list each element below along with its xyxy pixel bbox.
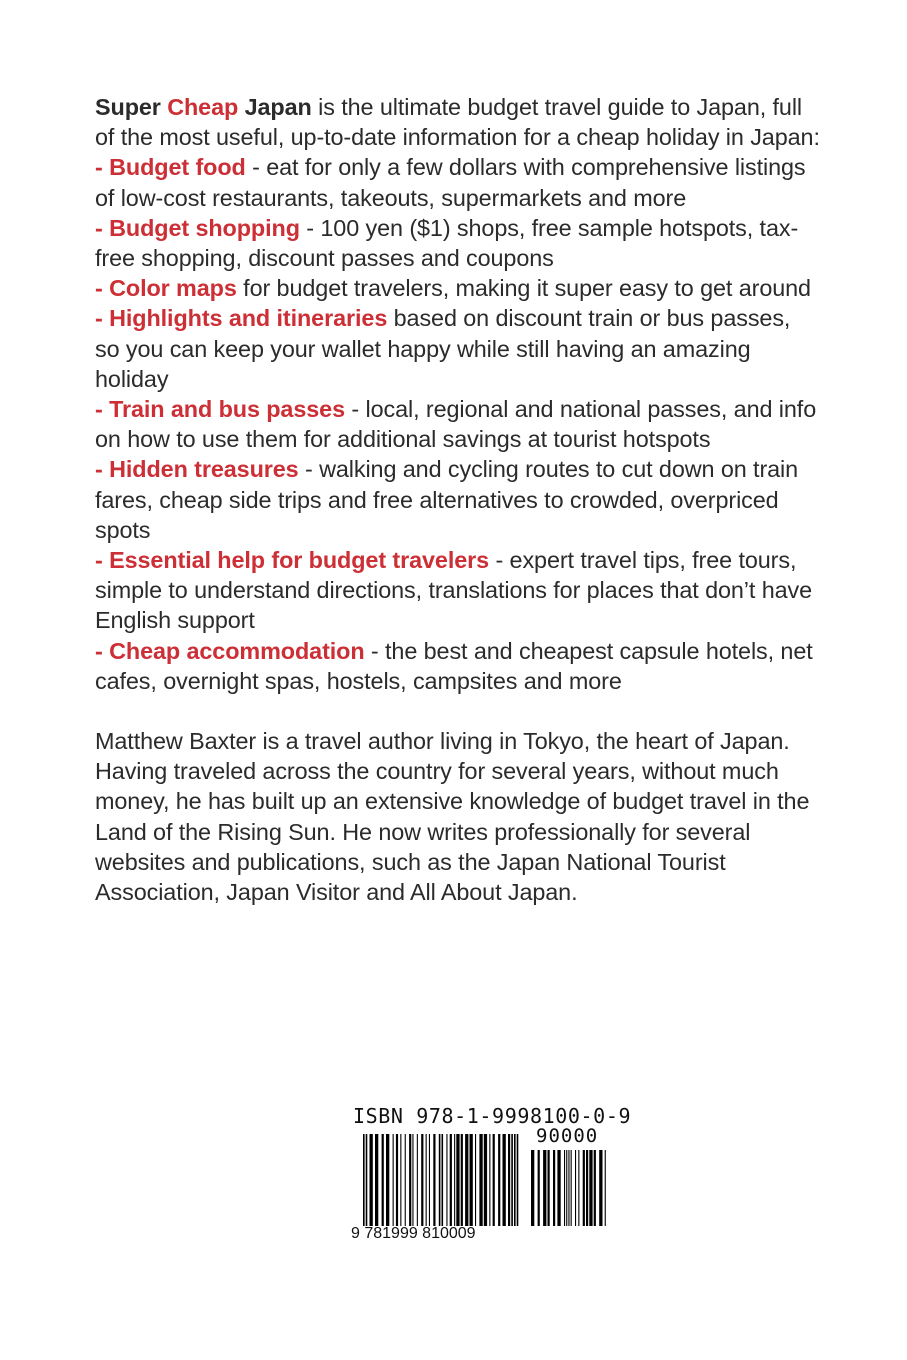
barcode-bar xyxy=(386,1134,389,1226)
title-cheap: Cheap xyxy=(167,94,239,120)
barcode-bar xyxy=(484,1134,487,1226)
barcode-bar xyxy=(517,1134,519,1226)
barcode-bar xyxy=(417,1134,418,1226)
feature-text: - 100 yen ($1) shops, free sample hotspots, tax-free shopping, discount passes and coupons xyxy=(95,214,799,272)
barcode-number: 9 781999 810009 xyxy=(351,1225,476,1242)
feature-highlight: - Essential help for budget travelers xyxy=(95,547,490,574)
barcode-bar xyxy=(475,1134,476,1226)
barcode-bar xyxy=(553,1150,555,1226)
feature-item xyxy=(95,152,820,212)
feature-highlight: - Budget food xyxy=(95,154,246,181)
isbn-label: ISBN 978-1-9998100-0-9 xyxy=(353,1104,632,1128)
barcode-bar xyxy=(375,1134,378,1226)
feature-item xyxy=(95,303,820,394)
feature-text: for budget travelers, making it super easy to get around xyxy=(236,275,811,302)
feature-text: based on discount train or bus passes, so you can keep your wallet happy while still having an amazing holiday xyxy=(95,305,791,392)
barcode-bar xyxy=(571,1150,572,1226)
barcode-bar xyxy=(575,1150,576,1226)
barcode-bar xyxy=(568,1150,569,1226)
feature-item xyxy=(95,545,820,636)
barcode-bar xyxy=(470,1134,473,1226)
author-bio: Matthew Baxter is a travel author living in Tokyo, the heart of Japan. Having traveled across the country for several years, without much money, he has built up an extensive knowledge of budget travel in the Land of the Rising Sun. He now writes professionally for several websites and publications, such as the Japan National Tourist Association, Japan Visitor and All About Japan. xyxy=(95,728,810,906)
isbn-barcode xyxy=(349,1104,632,1254)
barcode-bar xyxy=(514,1134,516,1226)
feature-item xyxy=(95,213,820,273)
barcode-bar xyxy=(531,1150,534,1226)
title-japan: Japan xyxy=(244,94,312,120)
barcode-bar xyxy=(594,1150,596,1226)
barcode-bar xyxy=(599,1150,602,1226)
feature-item xyxy=(95,394,820,454)
barcode-bar xyxy=(583,1150,585,1226)
back-cover-text xyxy=(95,92,820,907)
barcode-bar xyxy=(543,1150,546,1226)
barcode-bar xyxy=(557,1150,560,1226)
barcode-bar xyxy=(396,1134,398,1226)
barcode-bar xyxy=(511,1134,513,1226)
intro-text: is the ultimate budget travel guide to Japan, full of the most useful, up-to-date information for a cheap holiday in Japan: xyxy=(95,94,820,151)
feature-item xyxy=(95,454,820,545)
barcode-bar xyxy=(465,1134,468,1226)
barcode-addon-number: 90000 xyxy=(536,1125,599,1147)
barcode-bar xyxy=(412,1134,413,1226)
barcode-bar xyxy=(426,1134,427,1226)
feature-highlight: - Highlights and itineraries xyxy=(95,305,388,332)
feature-item xyxy=(95,636,820,696)
barcode-bar xyxy=(493,1134,495,1226)
barcode-bar xyxy=(382,1134,384,1226)
barcode-bar xyxy=(433,1134,435,1226)
feature-text: - expert travel tips, free tours, simple to understand directions, translations for places that don’t have English support xyxy=(95,547,813,634)
barcode-bar xyxy=(503,1134,506,1226)
feature-text: - the best and cheapest capsule hotels, net cafes, overnight spas, hostels, campsites and more xyxy=(95,637,813,694)
barcode-bar xyxy=(461,1134,463,1226)
barcode-bar xyxy=(538,1150,540,1226)
barcode-bar xyxy=(508,1134,510,1226)
barcode-bar xyxy=(605,1150,606,1226)
barcode-bar xyxy=(400,1134,401,1226)
intro-paragraph xyxy=(95,92,820,152)
barcode-bar xyxy=(409,1134,411,1226)
barcode-bar xyxy=(442,1134,444,1226)
barcode-bar xyxy=(366,1134,368,1226)
barcode-bar xyxy=(566,1150,567,1226)
barcode-bars xyxy=(349,1126,611,1226)
barcode-bar xyxy=(479,1134,482,1226)
feature-highlight: - Hidden treasures xyxy=(95,456,299,483)
barcode-bar xyxy=(586,1150,588,1226)
feature-highlight: - Train and bus passes xyxy=(95,396,345,423)
barcode-bar xyxy=(421,1134,423,1226)
barcode-bar xyxy=(446,1134,447,1226)
feature-item xyxy=(95,273,820,303)
barcode-bar xyxy=(548,1150,550,1226)
barcode-bar xyxy=(564,1150,565,1226)
barcode-bar xyxy=(489,1134,490,1226)
feature-list xyxy=(95,152,820,696)
feature-highlight: - Cheap accommodation xyxy=(95,637,365,664)
title-super: Super xyxy=(95,94,161,120)
feature-text: - eat for only a few dollars with comprehensive listings of low-cost restaurants, takeouts, supermarkets and more xyxy=(95,154,806,211)
barcode-bar xyxy=(589,1150,592,1226)
barcode-bar xyxy=(429,1134,430,1226)
barcode-bar xyxy=(393,1134,394,1226)
barcode-bar xyxy=(578,1150,579,1226)
feature-highlight: - Color maps xyxy=(95,275,237,302)
barcode-bar xyxy=(439,1134,441,1226)
feature-text: - local, regional and national passes, and info on how to use them for additional savings at tourist hotspots xyxy=(95,396,817,453)
feature-text: - walking and cycling routes to cut down on train fares, cheap side trips and free alternatives to crowded, overpriced spots xyxy=(95,456,799,543)
feature-highlight: - Budget shopping xyxy=(95,214,300,241)
barcode-bar xyxy=(363,1134,365,1226)
barcode-bar xyxy=(450,1134,452,1226)
barcode-bar xyxy=(456,1134,459,1226)
barcode-bar xyxy=(498,1134,500,1226)
barcode-bar xyxy=(405,1134,406,1226)
barcode-bar xyxy=(454,1134,455,1226)
barcode-bar xyxy=(370,1134,373,1226)
